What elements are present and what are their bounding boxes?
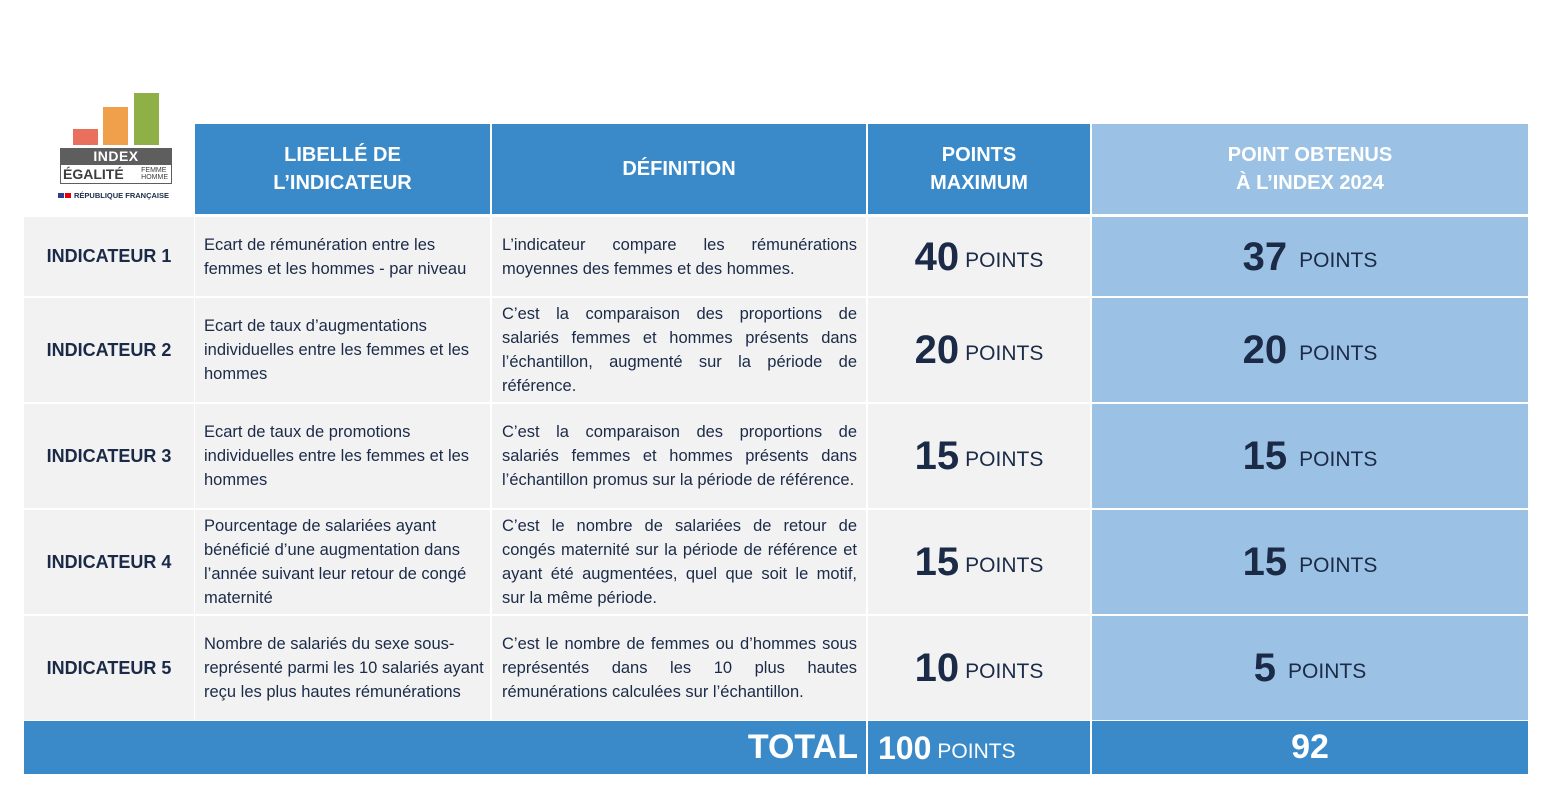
row-5-definition [492, 616, 866, 720]
row-5-obtained-value: 5 [1253, 646, 1277, 690]
flag-blue-icon [58, 193, 64, 198]
row-1-obtained-value: 37 [1242, 234, 1288, 279]
row-3-libelle-text: Ecart de taux de promotions individuelles entre les femmes et les hommes [204, 423, 470, 489]
row-1-points-max [868, 217, 1090, 296]
row-5-libelle-text: Nombre de salariés du sexe sous-représenté parmi les 10 salariés ayant reçu les plus hautes rémunérations [204, 635, 484, 701]
row-2-definition [492, 298, 866, 402]
row-5-max-value: 10 [914, 646, 960, 690]
row-4-definition [492, 510, 866, 614]
row-1-points-obtained [1092, 217, 1528, 296]
row-1-libelle [195, 217, 490, 296]
logo-bar-short [73, 129, 98, 145]
row-3-obtained-value: 15 [1242, 434, 1288, 478]
row-1-definition-text: L’indicateur compare les rémunérations moyennes des femmes et des hommes. [502, 235, 857, 278]
logo-femme-homme [141, 167, 168, 181]
header-libelle-text: LIBELLÉ DE L’INDICATEUR [273, 144, 412, 194]
logo-republique [58, 191, 169, 200]
header-definition-text: DÉFINITION [622, 158, 736, 180]
row-1-max-unit: POINTS [965, 248, 1044, 272]
row-2-definition-text: C’est la comparaison des proportions de salariés femmes et hommes présents dans l’échantillon, augmenté sur la période de référence. [502, 305, 857, 395]
total-points-max [868, 721, 1090, 774]
row-1-max-value: 40 [914, 234, 960, 279]
row-4-obtained-unit: POINTS [1299, 554, 1378, 577]
row-3-libelle [195, 404, 490, 508]
row-2-points-obtained [1092, 298, 1528, 402]
row-2-max-value: 20 [914, 328, 960, 372]
header-points-obtenus [1092, 124, 1528, 214]
row-5-definition-text: C’est le nombre de femmes ou d’hommes sous représentés dans les 10 plus hautes rémunérations calculées sur l’échantillon. [502, 635, 857, 701]
row-4-max-unit: POINTS [965, 554, 1044, 577]
row-3-obtained-unit: POINTS [1299, 448, 1378, 471]
row-5-points-obtained [1092, 616, 1528, 720]
row-4-label: INDICATEUR 4 [24, 510, 194, 614]
row-4-libelle-text: Pourcentage de salariées ayant bénéficié d’une augmentation dans l’année suivant leur retour de congé maternité [204, 517, 467, 607]
total-max-value: 100 [878, 729, 932, 766]
logo-egalite-text: ÉGALITÉ [63, 166, 124, 182]
logo-republique-text: RÉPUBLIQUE FRANÇAISE [74, 191, 170, 200]
row-3-definition [492, 404, 866, 508]
header-points-max [868, 124, 1090, 214]
row-4-points-obtained [1092, 510, 1528, 614]
logo-femme-text: FEMME [141, 167, 167, 174]
row-5-label: INDICATEUR 5 [24, 616, 194, 720]
row-3-label: INDICATEUR 3 [24, 404, 194, 508]
row-1-libelle-text: Ecart de rémunération entre les femmes et les hommes - par niveau [204, 235, 467, 278]
row-4-obtained-value: 15 [1242, 540, 1288, 584]
row-3-points-obtained [1092, 404, 1528, 508]
row-2-obtained-unit: POINTS [1299, 342, 1378, 365]
index-egalite-logo [58, 90, 176, 205]
total-points-obtained: 92 [1291, 728, 1329, 766]
row-2-obtained-value: 20 [1242, 328, 1288, 372]
row-4-points-max [868, 510, 1090, 614]
logo-bar-tall [134, 93, 159, 145]
row-4-max-value: 15 [914, 540, 960, 584]
row-5-points-max [868, 616, 1090, 720]
logo-bar-medium [103, 107, 128, 145]
row-3-max-value: 15 [914, 434, 960, 478]
row-2-max-unit: POINTS [965, 342, 1044, 365]
logo-index-text: INDEX [60, 148, 172, 164]
row-2-points-max [868, 298, 1090, 402]
row-1-label: INDICATEUR 1 [24, 217, 194, 296]
row-1-definition [492, 217, 866, 296]
row-2-libelle-text: Ecart de taux d’augmentations individuelles entre les femmes et les hommes [204, 317, 470, 383]
header-libelle [195, 124, 490, 214]
logo-homme-text: HOMME [141, 174, 168, 181]
header-definition [492, 124, 866, 214]
row-3-max-unit: POINTS [965, 448, 1044, 471]
row-2-label: INDICATEUR 2 [24, 298, 194, 402]
row-5-obtained-unit: POINTS [1288, 660, 1367, 683]
total-label: TOTAL [747, 728, 858, 766]
row-4-libelle [195, 510, 490, 614]
header-points-max-text: POINTS MAXIMUM [930, 144, 1028, 194]
row-3-points-max [868, 404, 1090, 508]
logo-egalite-box [60, 164, 172, 184]
row-4-definition-text: C’est le nombre de salariées de retour de congés maternité sur la période de référence et ayant été augmentées, quel que soit le motif, sur la même période. [502, 517, 857, 607]
header-points-obtenus-text: POINT OBTENUS À L’INDEX 2024 [1227, 144, 1393, 194]
row-2-libelle [195, 298, 490, 402]
row-1-obtained-unit: POINTS [1299, 248, 1378, 272]
flag-red-icon [65, 193, 71, 198]
total-max-unit: POINTS [937, 739, 1016, 763]
row-3-definition-text: C’est la comparaison des proportions de salariés femmes et hommes présents dans l’échantillon promus sur la période de référence. [502, 423, 857, 489]
row-5-max-unit: POINTS [965, 660, 1044, 683]
row-5-libelle [195, 616, 490, 720]
